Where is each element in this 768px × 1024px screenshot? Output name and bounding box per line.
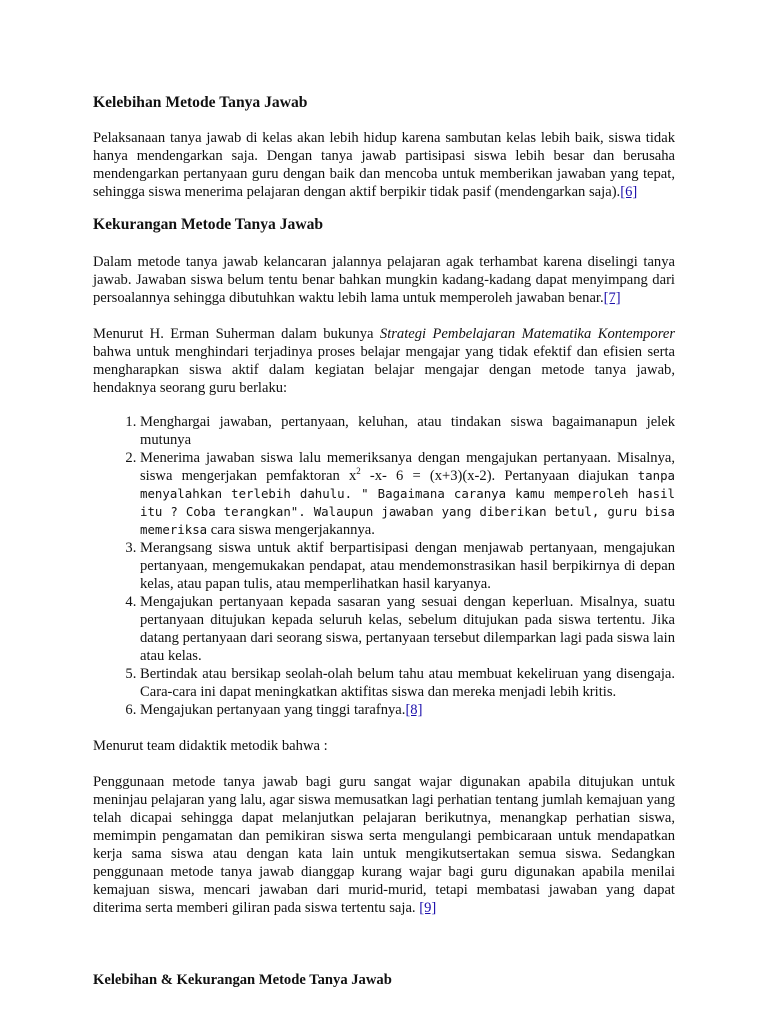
list-item-quote: tanpa menyalahkan terlebih dahulu. " Bagaimana caranya kamu memperoleh hasil itu ? Coba terangkan". Walaupun jawaban yang diberikan betul, guru bisa memeriksa xyxy=(140,468,676,537)
heading-kelebihan-kekurangan: Kelebihan & Kekurangan Metode Tanya Jawab xyxy=(93,972,392,988)
heading-kelebihan: Kelebihan Metode Tanya Jawab xyxy=(93,94,308,111)
document-body xyxy=(93,93,675,917)
list-item xyxy=(140,665,675,701)
list-item-text: cara siswa mengerjakannya. xyxy=(207,522,375,538)
paragraph-kekurangan xyxy=(93,253,675,307)
list-item-text: Mengajukan pertanyaan yang tinggi tarafnya. xyxy=(140,702,406,718)
paragraph-penggunaan-text: Penggunaan metode tanya jawab bagi guru sangat wajar digunakan apabila ditujukan untuk meninjau pelajaran yang lalu, agar siswa memusatkan lagi perhatian tentang jumlah kemajuan yang telah dicapai sehingga dapat melanjutkan pelajaran berikutnya, menangkap perhatian siswa, memimpin pengamatan dan pemikiran siswa serta mengulangi pembicaraan untuk mendapatkan kerja sama siswa atau dengan kata lain untuk mengikutsertakan semua siswa. Sedangkan penggunaan metode tanya jawab dianggap kurang wajar bagi guru digunakan apabila menilai kemajuan siswa, mencari jawaban dari murid-murid, tetapi membatasi jawaban yang dapat diterima serta memberi giliran pada siswa tertentu saja. xyxy=(93,774,675,916)
exponent: 2 xyxy=(356,466,361,476)
guidelines-list xyxy=(93,413,675,719)
list-item-text: Menghargai jawaban, pertanyaan, keluhan, atau tindakan siswa bagaimanapun jelek mutunya xyxy=(140,414,675,448)
book-title: Strategi Pembelajaran Matematika Kontemporer xyxy=(379,326,675,342)
list-item xyxy=(140,593,675,665)
paragraph-suherman-lead: Menurut H. Erman Suherman dalam bukunya xyxy=(93,326,380,342)
footnote-link-8[interactable]: [8] xyxy=(405,702,423,718)
paragraph-suherman-rest: bahwa untuk menghindari terjadinya proses belajar mengajar yang tidak efektif dan efisien serta mengharapkan siswa aktif dalam kegiatan belajar mengajar dengan metode tanya jawab, hendaknya seorang guru berlaku: xyxy=(93,344,675,396)
footnote-link-7[interactable]: [7] xyxy=(603,290,621,306)
paragraph-kelebihan xyxy=(93,129,675,201)
paragraph-team-didaktik: Menurut team didaktik metodik bahwa : xyxy=(93,738,328,754)
paragraph-kelebihan-text: Pelaksanaan tanya jawab di kelas akan lebih hidup karena sambutan kelas lebih baik, siswa tidak hanya mendengarkan saja. Dengan tanya jawab partisipasi siswa lebih besar dan berusaha mendengarkan pertanyaan guru dengan baik dan mencoba untuk memberikan jawaban yang tepat, sehingga siswa menerima pelajaran dengan aktif berpikir tidak pasif (mendengarkan saja). xyxy=(93,130,675,200)
list-item-text: Merangsang siswa untuk aktif berpartisipasi dengan menjawab pertanyaan, mengajukan pertanyaan, mengemukakan pendapat, atau mendemonstrasikan hasil berpikirnya di depan kelas, atau papan tulis, atau memperlihatkan hasil karyanya. xyxy=(140,540,675,592)
list-item-text: Menerima jawaban siswa lalu memeriksanya dengan mengajukan pertanyaan. Misalnya, siswa mengerjakan pemfaktoran x xyxy=(140,450,675,484)
paragraph-penggunaan xyxy=(93,773,675,917)
heading-kekurangan: Kekurangan Metode Tanya Jawab xyxy=(93,216,324,233)
list-item xyxy=(140,413,675,449)
list-item xyxy=(140,539,675,593)
footnote-link-6[interactable]: [6] xyxy=(620,184,638,200)
list-item-text: Bertindak atau bersikap seolah-olah belum tahu atau membuat kekeliruan yang disengaja. Cara-cara ini dapat meningkatkan aktifitas siswa dan mereka menjadi lebih kritis. xyxy=(140,666,675,700)
paragraph-kekurangan-text: Dalam metode tanya jawab kelancaran jalannya pelajaran agak terhambat karena diselingi tanya jawab. Jawaban siswa belum tentu benar bahkan mungkin kadang-kadang dapat menyimpang dari persoalannya sehingga dibutuhkan waktu lebih lama untuk memperoleh jawaban benar. xyxy=(93,254,675,306)
list-item-text: -x- 6 = (x+3)(x-2). Pertanyaan diajukan xyxy=(360,468,638,484)
paragraph-suherman xyxy=(93,325,675,397)
footnote-link-9[interactable]: [9] xyxy=(419,900,437,916)
list-item xyxy=(140,449,675,539)
list-item-text: Mengajukan pertanyaan kepada sasaran yang sesuai dengan keperluan. Misalnya, suatu pertanyaan ditujukan kepada seluruh kelas, sebelum ditujukan pada siswa tertentu. Jika datang pertanyaan dari seorang siswa, pertanyaan tersebut dilemparkan lagi pada siswa lain atau kelas. xyxy=(140,594,675,664)
list-item xyxy=(140,701,675,719)
